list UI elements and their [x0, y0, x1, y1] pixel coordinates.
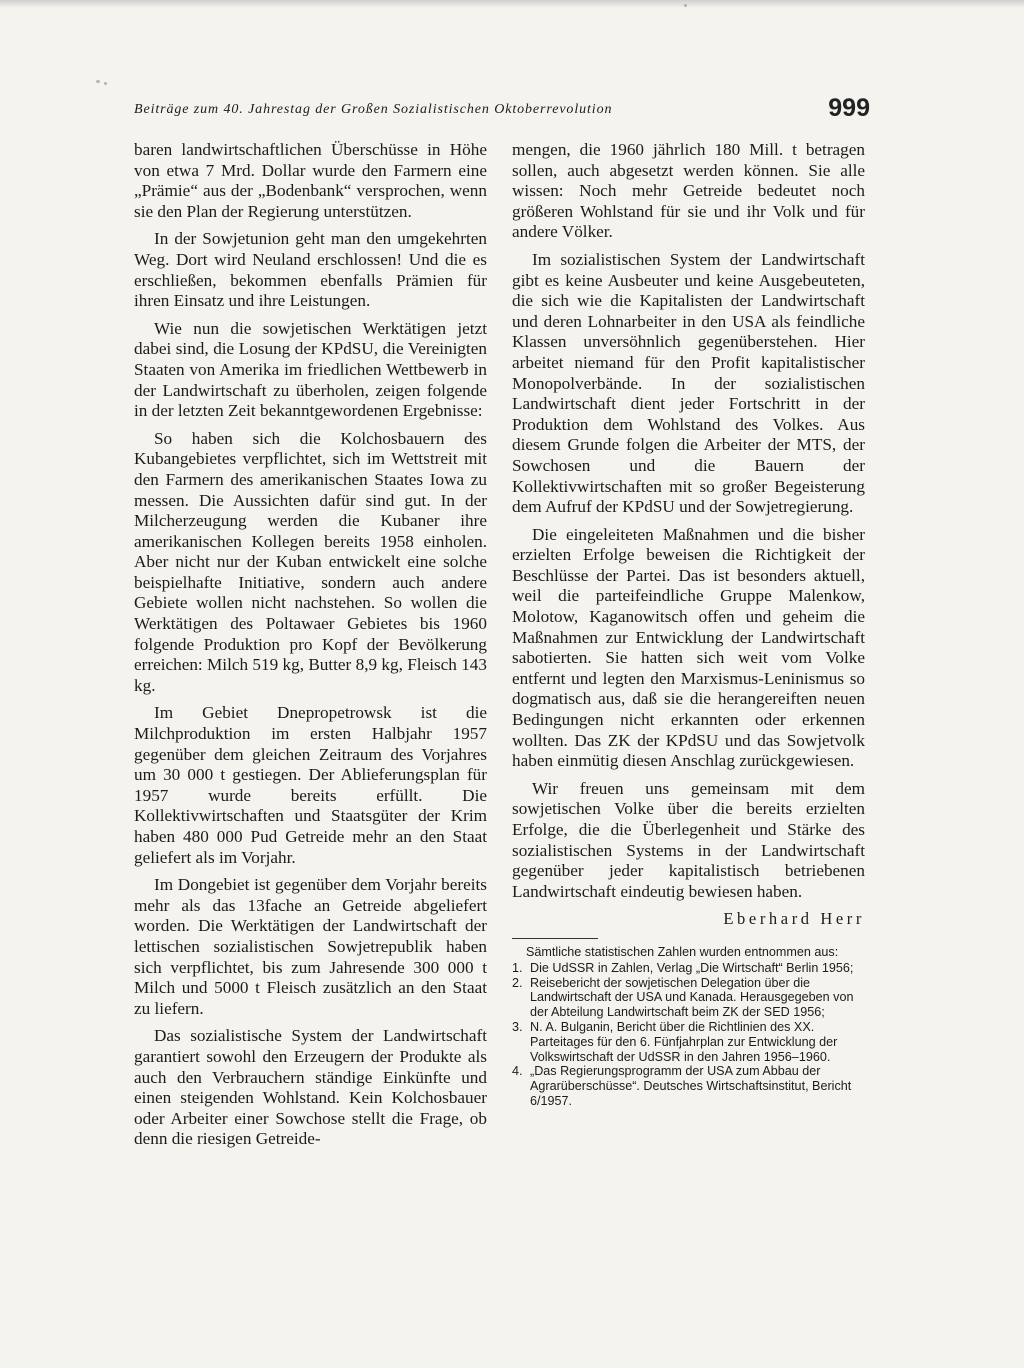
author-signature: Eberhard Herr	[723, 909, 865, 929]
footnote-number: 4.	[512, 1064, 523, 1079]
page-number: 999	[828, 94, 870, 122]
footnote-text: Die UdSSR in Zahlen, Verlag „Die Wirtschaft“ Berlin 1956;	[530, 960, 854, 975]
paragraph: Wie nun die sowjetischen Werktätigen jetzt dabei sind, die Losung der KPdSU, die Vereinigten Staaten von Amerika im friedlichen Wettbewerb in der Landwirtschaft zu überholen, zeigen folgende in der letzten Zeit bekanntgewordenen Ergebnisse:	[134, 318, 487, 421]
paragraph: In der Sowjetunion geht man den umgekehrten Weg. Dort wird Neuland erschlossen! Und die es erschließen, bekommen ebenfalls Prämien für ihren Einsatz und ihre Leistungen.	[134, 229, 487, 311]
paragraph: Die eingeleiteten Maßnahmen und die bisher erzielten Erfolge beweisen die Richtigkeit der Beschlüsse der Partei. Das ist besonders aktuell, weil die parteifeindliche Gruppe Malenkow, Molotow, Kaganowitsch offen und geheim die Maßnahmen zur Entwicklung der Landwirtschaft sabotierten. Sie hatten sich weit vom Volke entfernt und legten den Marxismus-Leninismus so dogmatisch aus, daß sie die herangereiften neuen Bedingungen nicht erkannten oder erkennen wollten. Das ZK der KPdSU und das Sowjetvolk haben einmütig diesen Anschlag zurückgewiesen.	[512, 524, 865, 771]
footnote-item	[512, 1064, 865, 1108]
footnotes	[512, 945, 865, 1109]
running-header-title: Beiträge zum 40. Jahrestag der Großen Sozialistischen Oktoberrevolution	[134, 102, 613, 117]
scan-speck	[684, 4, 687, 7]
paragraph: baren landwirtschaftlichen Überschüsse in Höhe von etwa 7 Mrd. Dollar wurde den Farmern eine „Prämie“ aus der „Bodenbank“ versprochen, wenn sie den Plan der Regierung unterstützen.	[134, 140, 487, 221]
paragraph: Im sozialistischen System der Landwirtschaft gibt es keine Ausbeuter und keine Ausgebeuteten, die sich wie die Kapitalisten der Landwirtschaft und deren Lohnarbeiter in den USA als feindliche Klassen unversöhnlich gegenüberstehen. Hier arbeitet niemand für den Profit kapitalistischer Monopolverbände. In der sozialistischen Landwirtschaft dient jeder Fortschritt in der Produktion dem Wohlstand des Volkes. Aus diesem Grunde folgen die Arbeiter der MTS, der Sowchosen und die Bauern der Kollektivwirtschaften mit so großer Begeisterung dem Aufruf der KPdSU und der Sowjetregierung.	[512, 249, 865, 517]
paragraph: Im Gebiet Dnepropetrowsk ist die Milchproduktion im ersten Halbjahr 1957 gegenüber dem gleichen Zeitraum des Vorjahres um 30 000 t gestiegen. Der Ablieferungsplan für 1957 wurde bereits erfüllt. Die Kollektivwirtschaften und Staatsgüter der Krim haben 480 000 Pud Getreide mehr an den Staat geliefert als im Vorjahr.	[134, 703, 487, 867]
footnote-divider	[512, 938, 598, 939]
footnote-item	[512, 1020, 865, 1064]
paragraph: Das sozialistische System der Landwirtschaft garantiert sowohl den Erzeugern der Produkte als auch den Verbrauchern ständige Einkünfte und einen steigenden Wohlstand. Kein Kolchosbauer oder Arbeiter einer Sowchose stellt die Frage, ob denn die riesigen Getreide-	[134, 1026, 487, 1149]
footnote-text: Reisebericht der sowjetischen Delegation über die Landwirtschaft der USA und Kanada. Herausgegeben von der Abteilung Landwirtschaft beim ZK der SED 1956;	[530, 975, 854, 1020]
right-text-column	[512, 140, 865, 1109]
running-header	[134, 94, 870, 124]
footnote-number: 1.	[512, 960, 523, 975]
footnote-number: 3.	[512, 1019, 523, 1034]
paragraph: mengen, die 1960 jährlich 180 Mill. t betragen sollen, auch abgesetzt werden können. Sie alle wissen: Noch mehr Getreide bedeutet noch größeren Wohlstand für sie und ihr Volk und für andere Völker.	[512, 140, 865, 242]
paragraph: Wir freuen uns gemeinsam mit dem sowjetischen Volke über die bereits erzielten Erfolge, die die Überlegenheit und Stärke des sozialistischen Systems in der Landwirtschaft gegenüber jeder kapitalistisch betriebenen Landwirtschaft eindeutig bewiesen haben.	[512, 778, 865, 901]
scan-edge-shadow	[0, 0, 1024, 8]
paragraph: Im Dongebiet ist gegenüber dem Vorjahr bereits mehr als das 13fache an Getreide abgeliefert worden. Die Werktätigen der Landwirtschaft der lettischen sozialistischen Sowjetrepublik haben sich verpflichtet, bis zum Jahresende 300 000 t Milch und 5000 t Fleisch zusätzlich an den Staat zu liefern.	[134, 875, 487, 1018]
scan-speck	[96, 80, 100, 83]
left-text-column	[134, 140, 487, 1157]
footnote-item	[512, 961, 865, 976]
footnote-number: 2.	[512, 975, 523, 990]
footnote-text: N. A. Bulganin, Bericht über die Richtlinien des XX. Parteitages für den 6. Fünfjahrplan zur Entwicklung der Volkswirtschaft der UdSSR in den Jahren 1956–1960.	[530, 1019, 838, 1064]
footnotes-intro: Sämtliche statistischen Zahlen wurden entnommen aus:	[526, 944, 839, 959]
footnote-item	[512, 976, 865, 1020]
paragraph: So haben sich die Kolchosbauern des Kubangebietes verpflichtet, sich im Wettstreit mit den Farmern des amerikanischen Staates Iowa zu messen. Die Aussichten dafür sind gut. In der Milcherzeugung werden die Kubaner ihre amerikanischen Kollegen bereits 1958 einholen. Aber nicht nur der Kuban entwickelt eine solche beispielhafte Initiative, sondern auch andere Gebiete wollen nicht nachstehen. So wollen die Werktätigen des Poltawaer Gebietes bis 1960 folgende Produktion pro Kopf der Bevölkerung erreichen: Milch 519 kg, Butter 8,9 kg, Fleisch 143 kg.	[134, 428, 487, 695]
scan-speck	[104, 82, 107, 85]
footnote-text: „Das Regierungsprogramm der USA zum Abbau der Agrarüberschüsse“. Deutsches Wirtschaftsinstitut, Bericht 6/1957.	[530, 1064, 852, 1108]
